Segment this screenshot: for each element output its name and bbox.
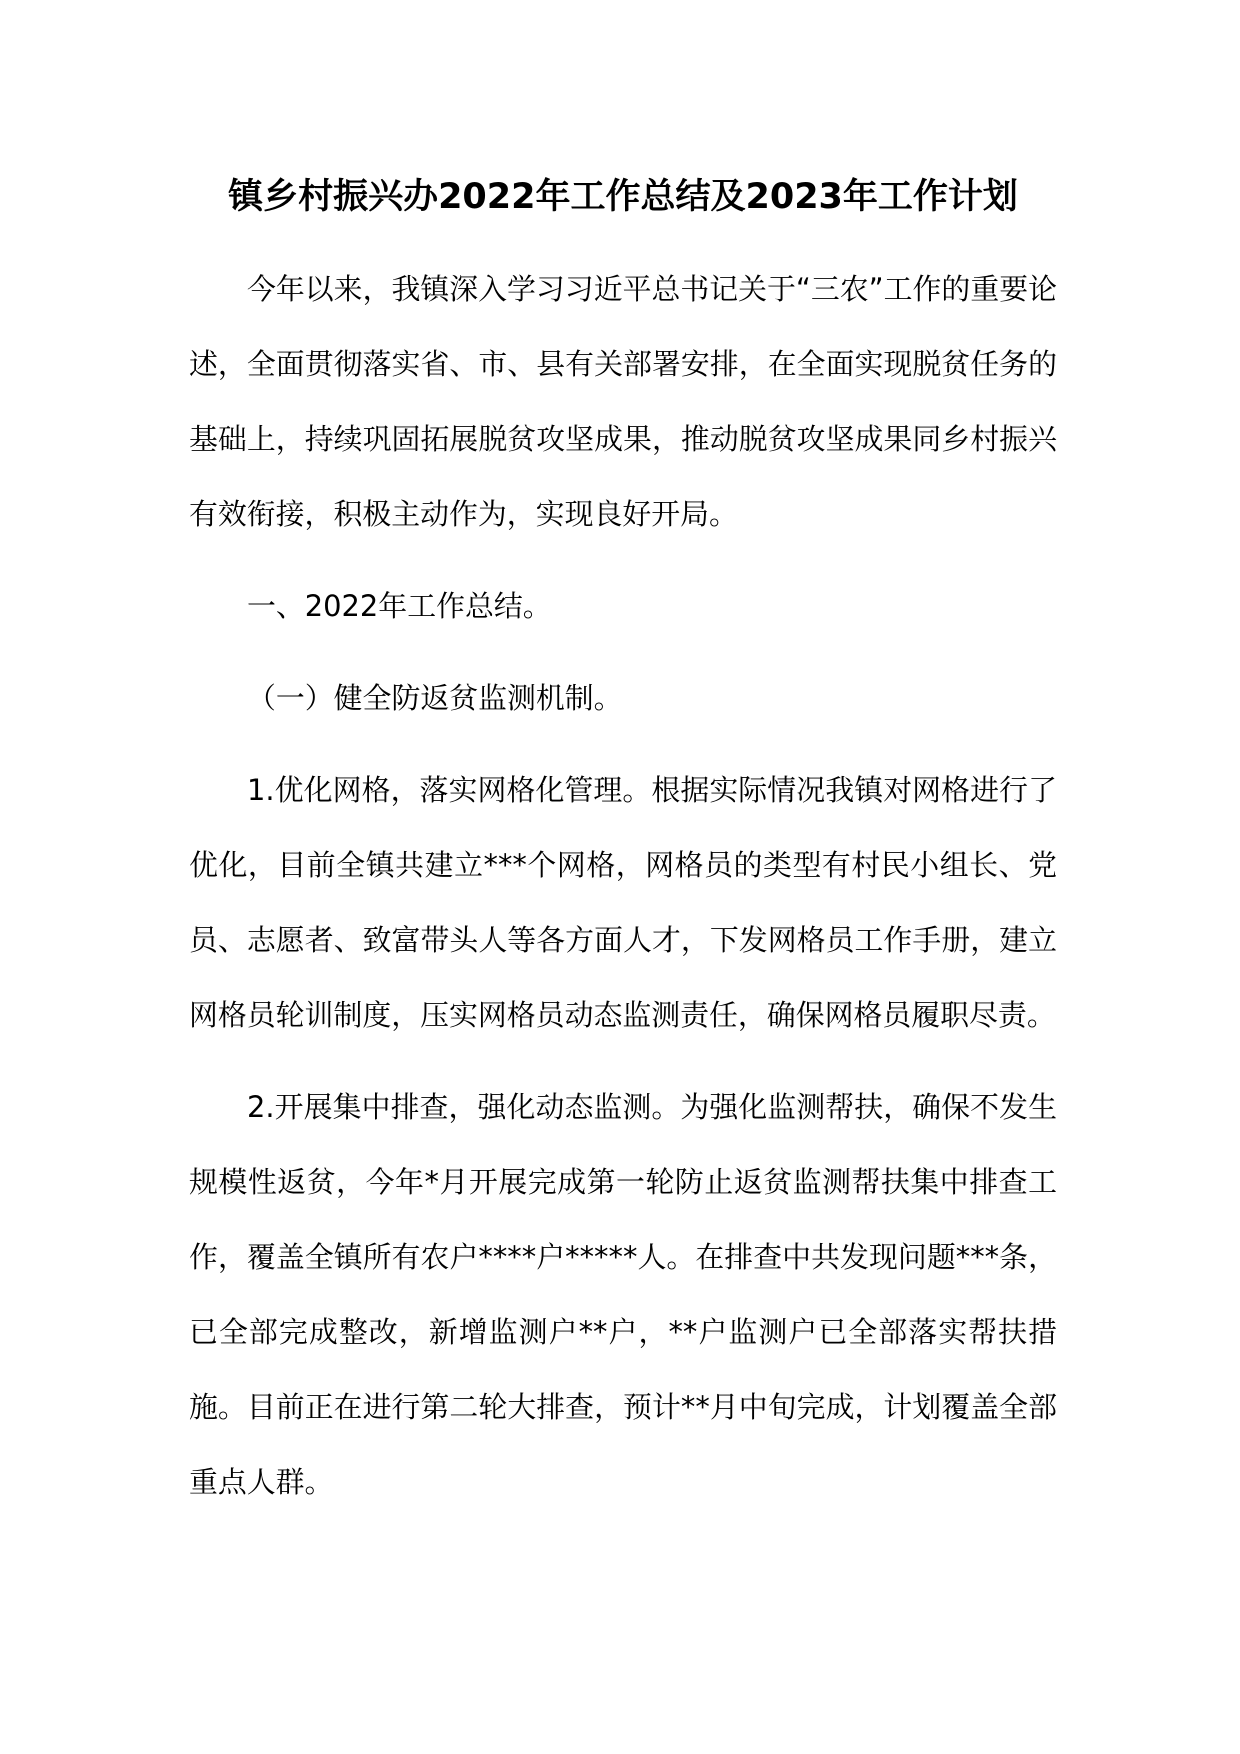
paragraph-item-1: 1.优化网格，落实网格化管理。根据实际情况我镇对网格进行了优化，目前全镇共建立***个网格，网格员的类型有村民小组长、党员、志愿者、致富带头人等各方面人才，下发网格员工作手册，建立网格员轮训制度，压实网格员动态监测责任，确保网格员履职尽责。 <box>189 773 1057 1032</box>
paragraph-item-2: 2.开展集中排查，强化动态监测。为强化监测帮扶，确保不发生规模性返贫，今年*月开展完成第一轮防止返贫监测帮扶集中排查工作，覆盖全镇所有农户****户*****人。在排查中共发现问题***条，已全部完成整改，新增监测户**户，**户监测户已全部落实帮扶措施。目前正在进行第二轮大排查，预计**月中旬完成，计划覆盖全部重点人群。 <box>189 1090 1057 1499</box>
section-heading-1: 一、2022年工作总结。 <box>247 589 552 623</box>
subsection-heading-1: （一）健全防返贫监测机制。 <box>247 681 623 715</box>
intro-paragraph: 今年以来，我镇深入学习习近平总书记关于“三农”工作的重要论述，全面贯彻落实省、市、县有关部署安排，在全面实现脱贫任务的基础上，持续巩固拓展脱贫攻坚成果，推动脱贫攻坚成果同乡村振兴有效衔接，积极主动作为，实现良好开局。 <box>189 272 1057 531</box>
document-title: 镇乡村振兴办2022年工作总结及2023年工作计划 <box>228 177 1018 217</box>
document-body <box>189 252 1057 1537</box>
